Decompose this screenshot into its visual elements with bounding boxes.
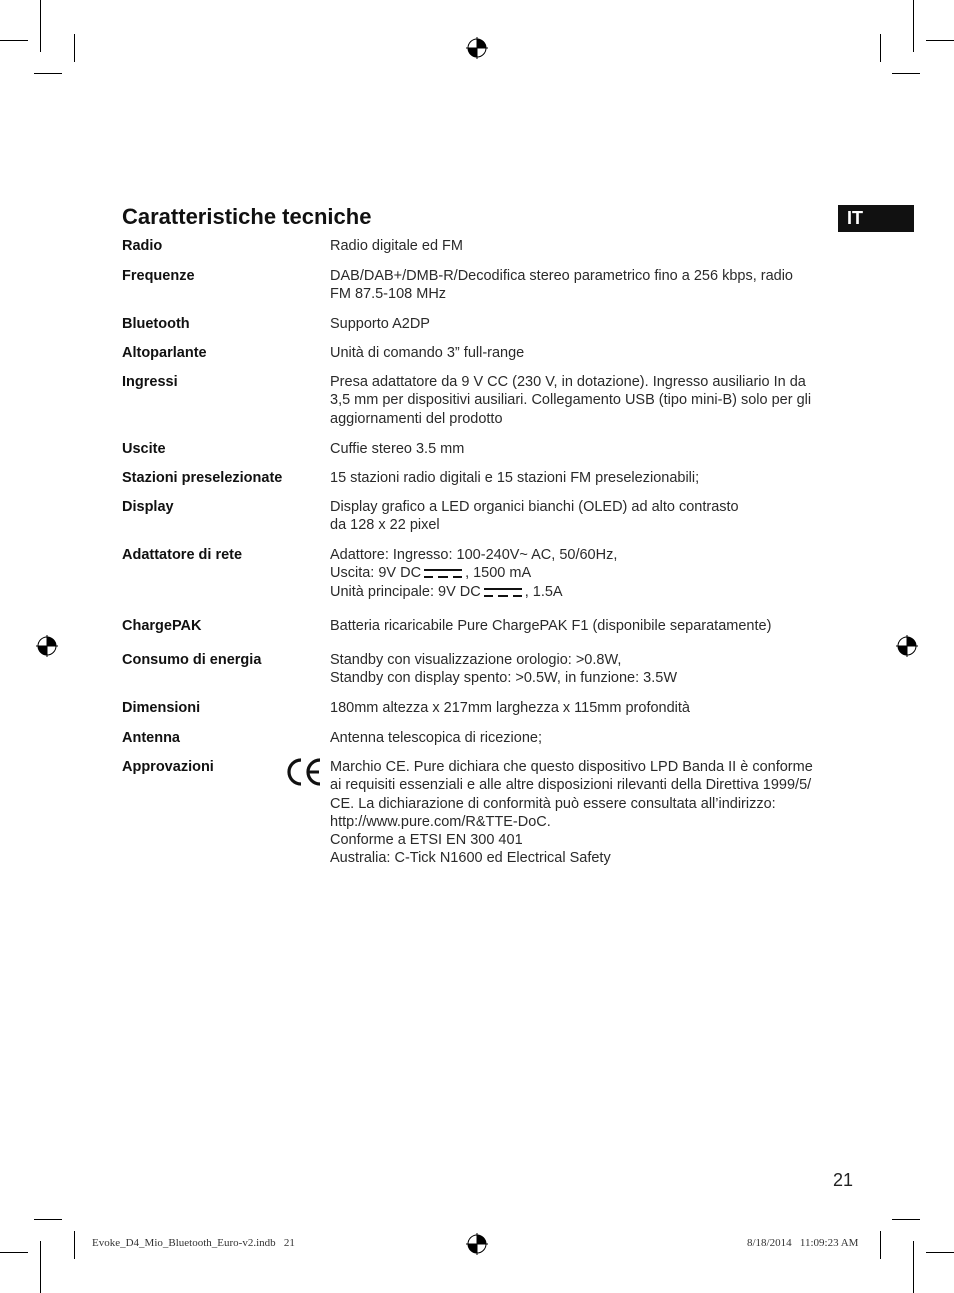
registration-mark-icon xyxy=(466,37,488,59)
dc-current-icon xyxy=(424,567,462,579)
spec-value: Cuffie stereo 3.5 mm xyxy=(330,441,465,457)
spec-label: Approvazioni xyxy=(122,759,214,775)
spec-value: Antenna telescopica di ricezione; xyxy=(330,730,542,746)
spec-value: Supporto A2DP xyxy=(330,316,430,332)
spec-label: Frequenze xyxy=(122,268,195,284)
footer-timestamp: 8/18/2014 11:09:23 AM xyxy=(747,1237,859,1249)
spec-label: Radio xyxy=(122,238,163,254)
spec-label: Stazioni preselezionate xyxy=(122,470,283,486)
spec-label: Uscite xyxy=(122,441,166,457)
crop-mark xyxy=(34,73,62,74)
spec-value: 15 stazioni radio digitali e 15 stazioni FM preselezionabili; xyxy=(330,470,700,486)
spec-value: Batteria ricaricabile Pure ChargePAK F1 (disponibile separatamente) xyxy=(330,618,772,634)
spec-value: Display grafico a LED organici bianchi (OLED) ad alto contrasto da 128 x 22 pixel xyxy=(330,499,739,534)
crop-mark xyxy=(0,1252,28,1253)
crop-mark xyxy=(74,34,75,62)
spec-label: ChargePAK xyxy=(122,618,202,634)
crop-mark xyxy=(34,1219,62,1220)
spec-value: Marchio CE. Pure dichiara che questo dispositivo LPD Banda II è conforme ai requisiti essenziali e alle altre disposizioni rilevanti della Direttiva 1999/5/ CE. La dichiarazione di conformità può essere consultata all’indirizzo: http://www.pure.com/R&TTE-DoC. Conforme a ETSI EN 300 401 Australia: C-Tick N1600 ed Electrical Safety xyxy=(330,759,813,867)
page-number: 21 xyxy=(833,1170,854,1190)
crop-mark xyxy=(880,34,881,62)
crop-mark xyxy=(74,1231,75,1259)
spec-value: Presa adattatore da 9 V CC (230 V, in dotazione). Ingresso ausiliario In da 3,5 mm per dispositivi ausiliari. Collegamento USB (tipo mini-B) solo per gli aggiornamenti del prodotto xyxy=(330,374,812,427)
spec-label: Display xyxy=(122,499,174,515)
crop-mark xyxy=(880,1231,881,1259)
spec-value: Standby con visualizzazione orologio: >0.8W, Standby con display spento: >0.5W, in funzione: 3.5W xyxy=(330,652,678,687)
crop-mark xyxy=(892,1219,920,1220)
spec-label: Consumo di energia xyxy=(122,652,262,668)
dc-current-icon xyxy=(484,586,522,598)
crop-mark xyxy=(913,0,914,52)
crop-mark xyxy=(892,73,920,74)
crop-mark xyxy=(926,40,954,41)
crop-mark xyxy=(926,1252,954,1253)
ce-mark-icon xyxy=(284,756,324,788)
crop-mark xyxy=(40,1241,41,1293)
spec-label: Antenna xyxy=(122,730,180,746)
registration-mark-icon xyxy=(466,1233,488,1255)
spec-label: Dimensioni xyxy=(122,700,201,716)
registration-mark-icon xyxy=(896,635,918,657)
page-title: Caratteristiche tecniche xyxy=(122,204,372,229)
spec-value: DAB/DAB+/DMB-R/Decodifica stereo parametrico fino a 256 kbps, radio FM 87.5-108 MHz xyxy=(330,268,793,303)
footer-file-slug: Evoke_D4_Mio_Bluetooth_Euro-v2.indb 21 xyxy=(92,1237,295,1249)
spec-label: Ingressi xyxy=(122,374,178,390)
spec-label: Adattatore di rete xyxy=(122,547,243,563)
crop-mark xyxy=(0,40,28,41)
registration-mark-icon xyxy=(36,635,58,657)
spec-value: Adattore: Ingresso: 100-240V~ AC, 50/60Hz, Uscita: 9V DC , 1500 mA Unità principale: 9V DC , 1.5A xyxy=(330,547,618,600)
crop-mark xyxy=(40,0,41,52)
spec-value: 180mm altezza x 217mm larghezza x 115mm profondità xyxy=(330,700,690,716)
spec-value: Unità di comando 3” full-range xyxy=(330,345,525,361)
spec-label: Bluetooth xyxy=(122,316,190,332)
crop-mark xyxy=(913,1241,914,1293)
language-tab: IT xyxy=(838,205,914,232)
spec-value: Radio digitale ed FM xyxy=(330,238,463,254)
spec-label: Altoparlante xyxy=(122,345,207,361)
